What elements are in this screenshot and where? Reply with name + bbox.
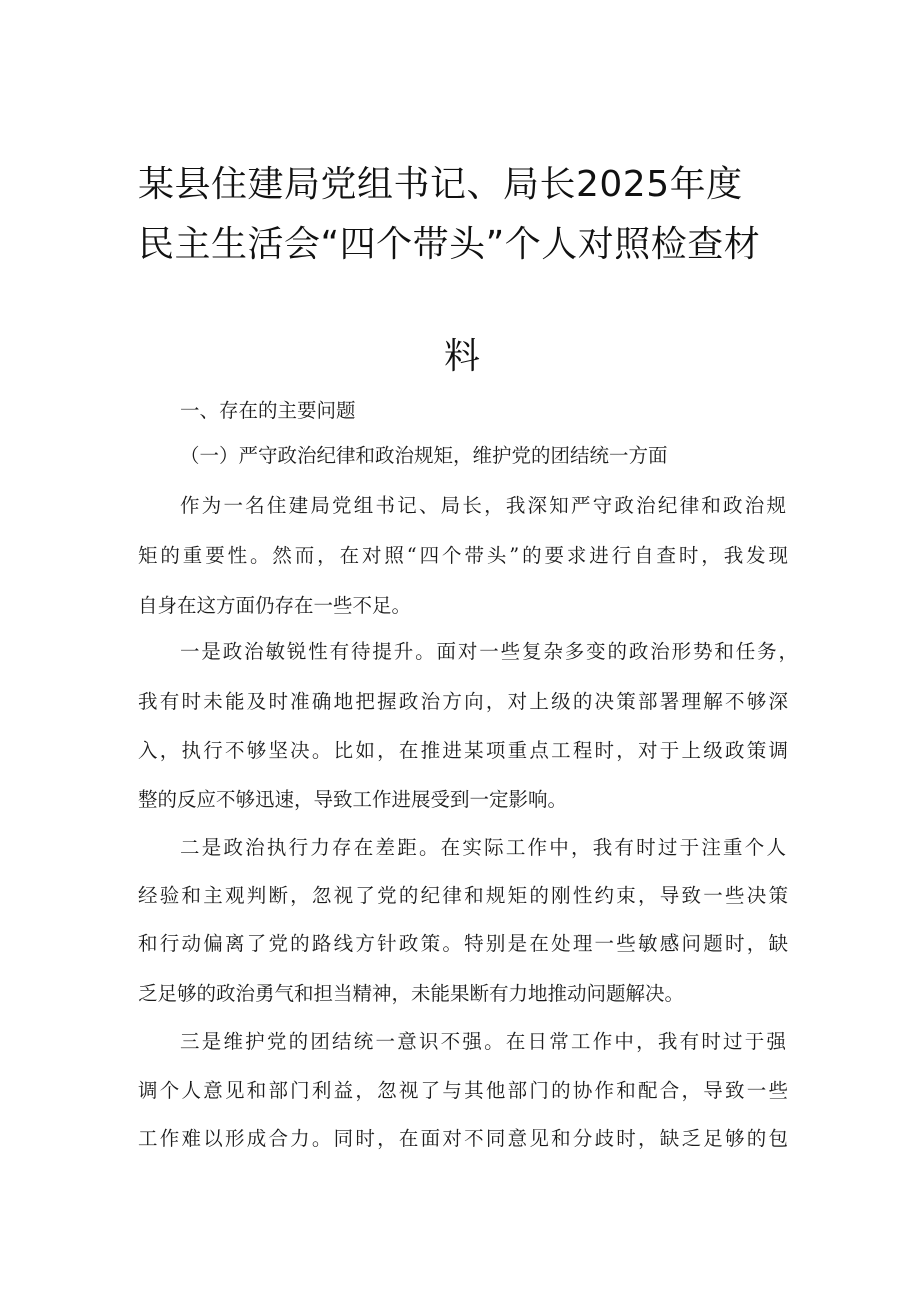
paragraph-line: 入，执行不够坚决。比如，在推进某项重点工程时，对于上级政策调 — [138, 739, 788, 762]
paragraph-line: 调个人意见和部门利益，忽视了与其他部门的协作和配合，导致一些 — [138, 1079, 788, 1102]
paragraph-line: 我有时未能及时准确地把握政治方向，对上级的决策部署理解不够深 — [138, 690, 788, 713]
paragraph-line: 一是政治敏锐性有待提升。面对一些复杂多变的政治形势和任务， — [180, 640, 798, 663]
paragraph-line: 二是政治执行力存在差距。在实际工作中，我有时过于注重个人 — [180, 836, 786, 859]
paragraph-line: 和行动偏离了党的路线方针政策。特别是在处理一些敏感问题时，缺 — [138, 932, 788, 955]
paragraph-line: 矩的重要性。然而，在对照“四个带头”的要求进行自查时，我发现 — [138, 544, 788, 567]
paragraph-line: 工作难以形成合力。同时，在面对不同意见和分歧时，缺乏足够的包 — [138, 1127, 788, 1150]
paragraph-line: 三是维护党的团结统一意识不强。在日常工作中，我有时过于强 — [180, 1030, 786, 1053]
document-title-line-2: 民主生活会“四个带头”个人对照检查材 — [138, 224, 761, 265]
paragraph-line: 自身在这方面仍存在一些不足。 — [138, 594, 412, 617]
section-heading: 一、存在的主要问题 — [180, 399, 356, 422]
subsection-heading: （一）严守政治纪律和政治规矩，维护党的团结统一方面 — [180, 444, 668, 467]
paragraph-line: 经验和主观判断，忽视了党的纪律和规矩的刚性约束，导致一些决策 — [138, 884, 788, 907]
document-title-line-1: 某县住建局党组书记、局长2025年度 — [138, 164, 743, 205]
paragraph-line: 整的反应不够迅速，导致工作进展受到一定影响。 — [138, 788, 568, 811]
document-title-line-3: 料 — [444, 336, 481, 377]
paragraph-line: 乏足够的政治勇气和担当精神，未能果断有力地推动问题解决。 — [138, 982, 685, 1005]
paragraph-line: 作为一名住建局党组书记、局长，我深知严守政治纪律和政治规 — [180, 494, 786, 517]
